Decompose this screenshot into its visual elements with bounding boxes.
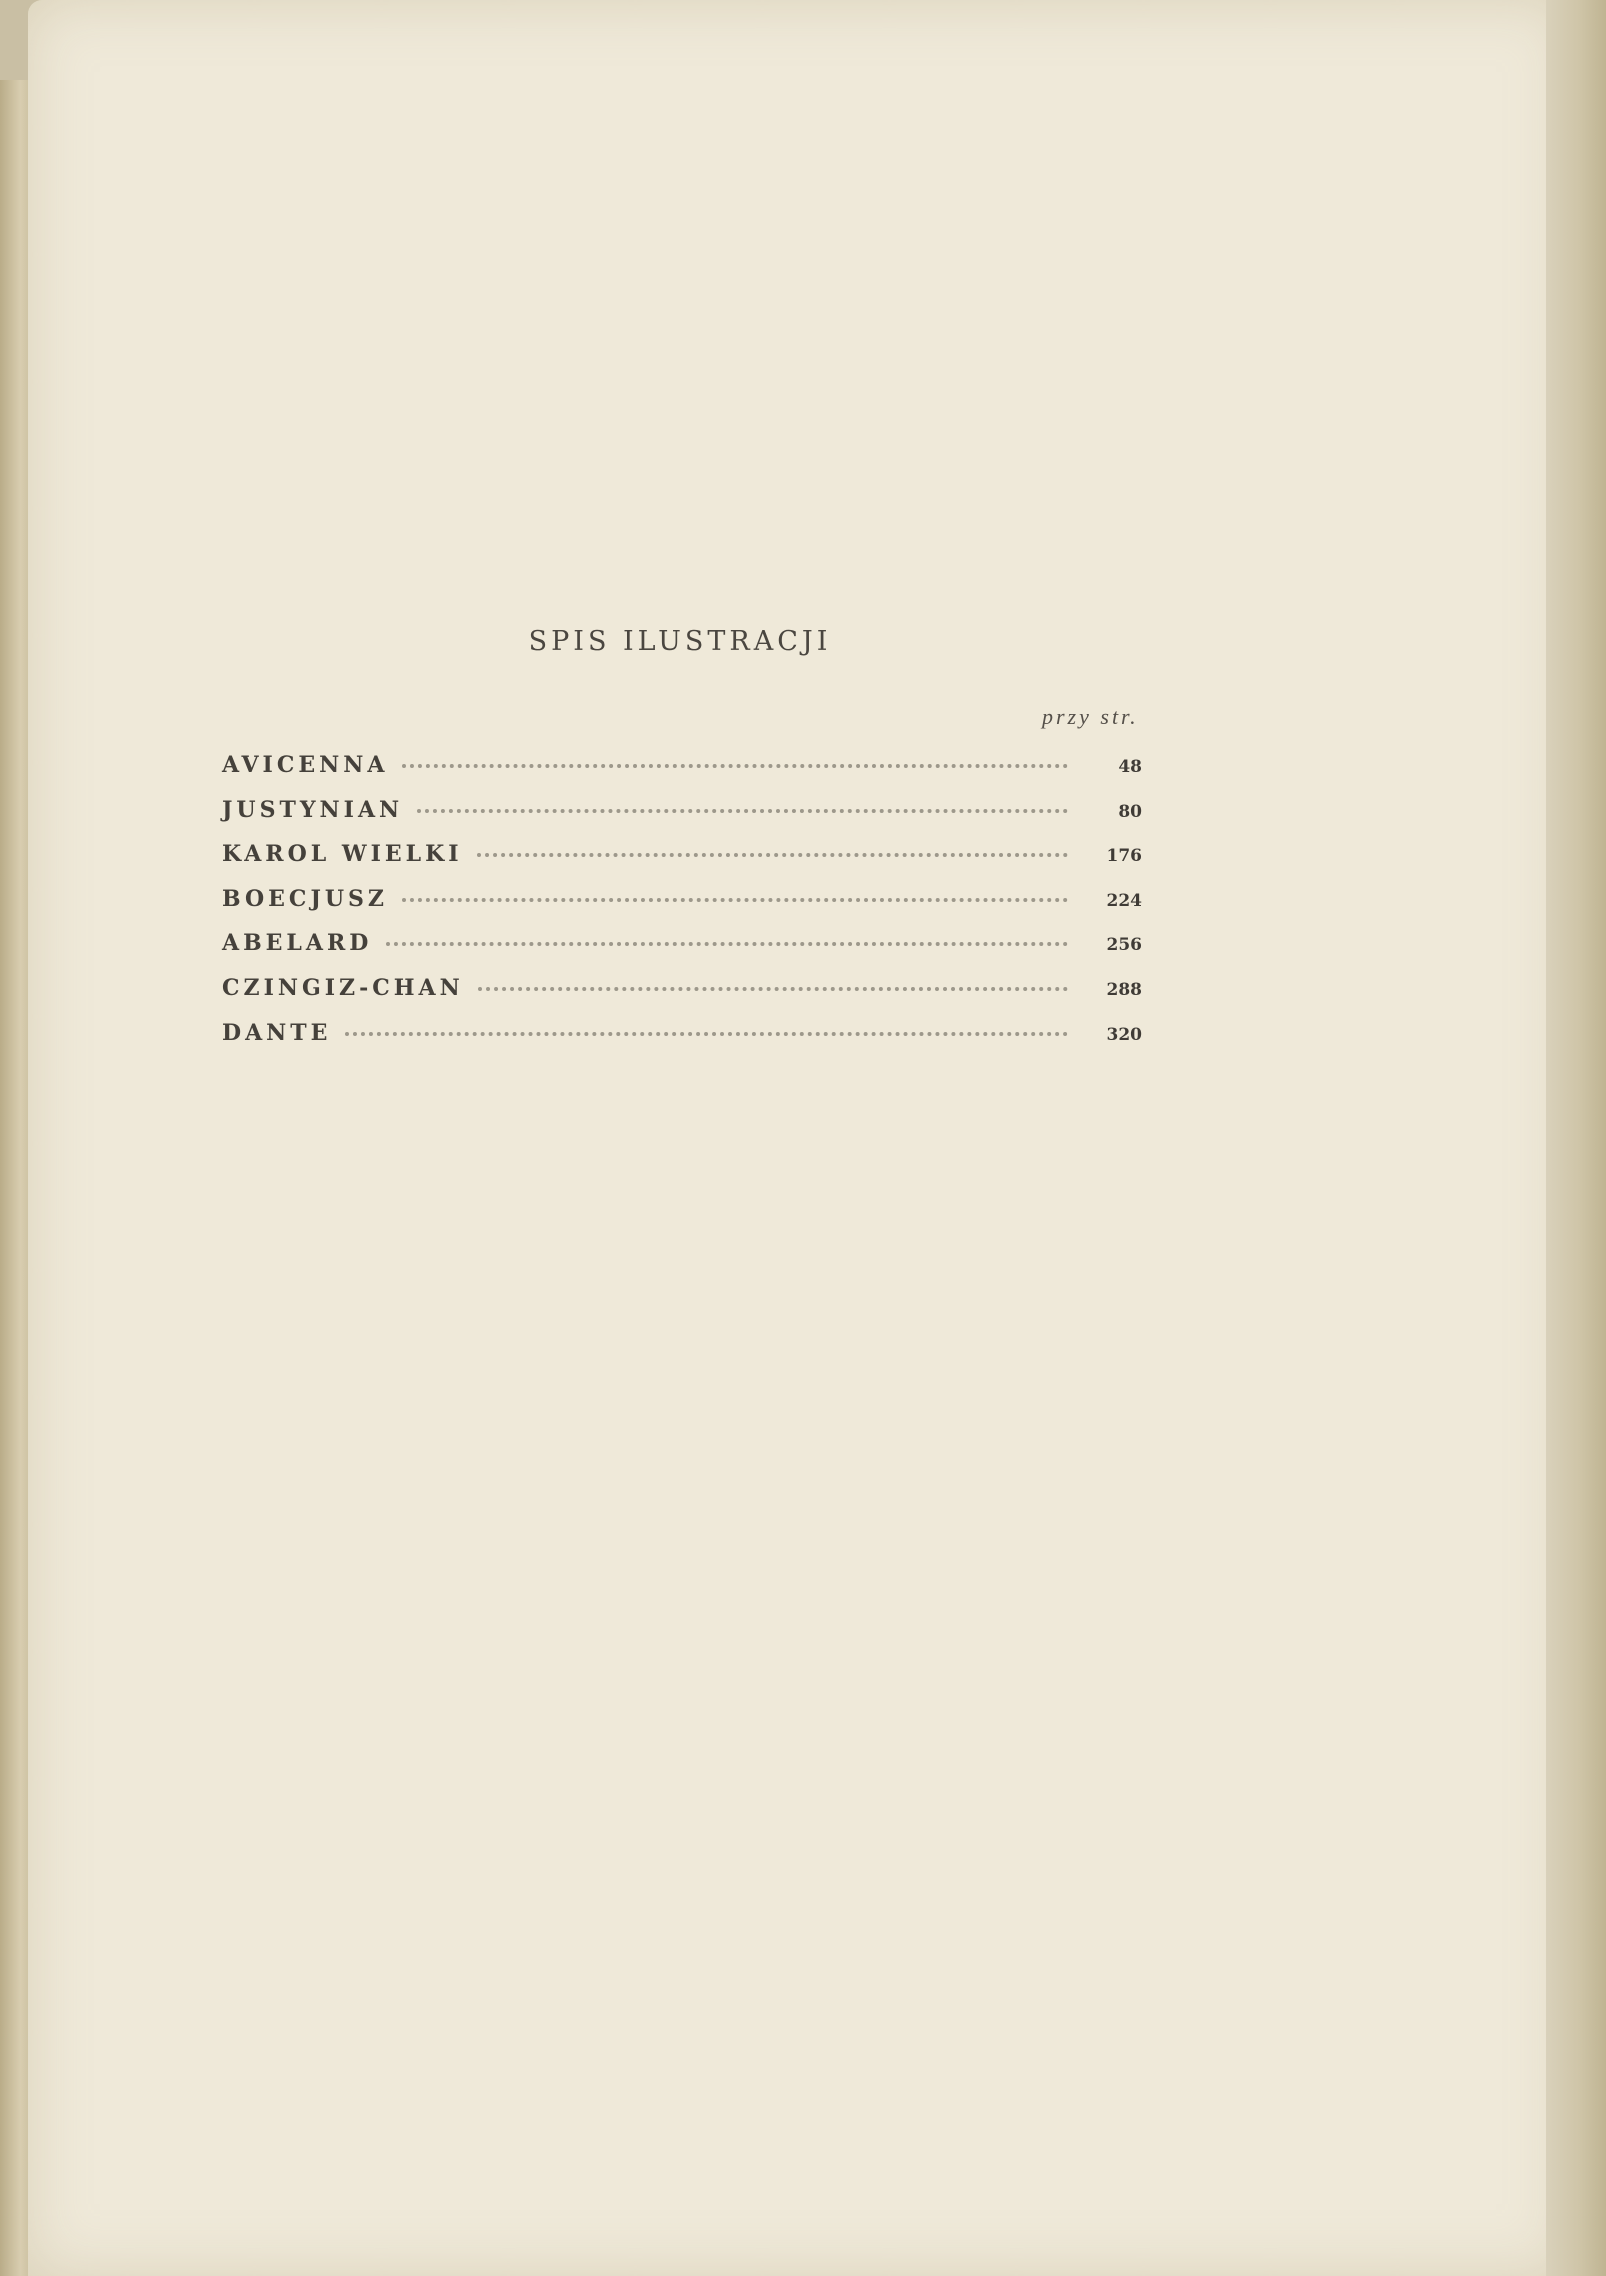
dot-leader [417,809,1068,813]
list-item [222,1020,1142,1065]
entry-page-number: 288 [1106,979,1142,1000]
entry-title: AVICENNA [222,752,389,778]
dot-leader [386,942,1068,946]
book-page [28,0,1568,2276]
entry-page-number: 48 [1118,757,1142,777]
entry-title: CZINGIZ-CHAN [222,974,464,1001]
entry-title: JUSTYNIAN [222,796,404,823]
book-edge-right [1546,0,1606,2276]
dot-leader [478,987,1068,991]
illustrations-list [222,752,1142,1064]
list-item [222,752,1142,797]
list-item [222,975,1142,1020]
page-column-header: przy str. [1042,704,1139,729]
dot-leader [477,853,1068,857]
entry-page-number: 320 [1106,1024,1142,1045]
list-item [222,886,1142,931]
entry-page-number: 176 [1106,846,1142,867]
entry-title: KAROL WIELKI [222,841,463,868]
entry-page-number: 224 [1106,890,1142,911]
dot-leader [402,764,1068,768]
entry-page-number: 80 [1118,801,1142,822]
list-item [222,797,1142,842]
list-item [222,930,1142,975]
dot-leader [402,898,1068,902]
entry-title: DANTE [222,1019,332,1046]
list-item [222,841,1142,886]
page-heading: SPIS ILUSTRACJI [528,626,832,657]
dot-leader [345,1032,1068,1036]
entry-page-number: 256 [1106,935,1142,956]
entry-title: BOECJUSZ [222,885,388,912]
entry-title: ABELARD [222,930,373,957]
